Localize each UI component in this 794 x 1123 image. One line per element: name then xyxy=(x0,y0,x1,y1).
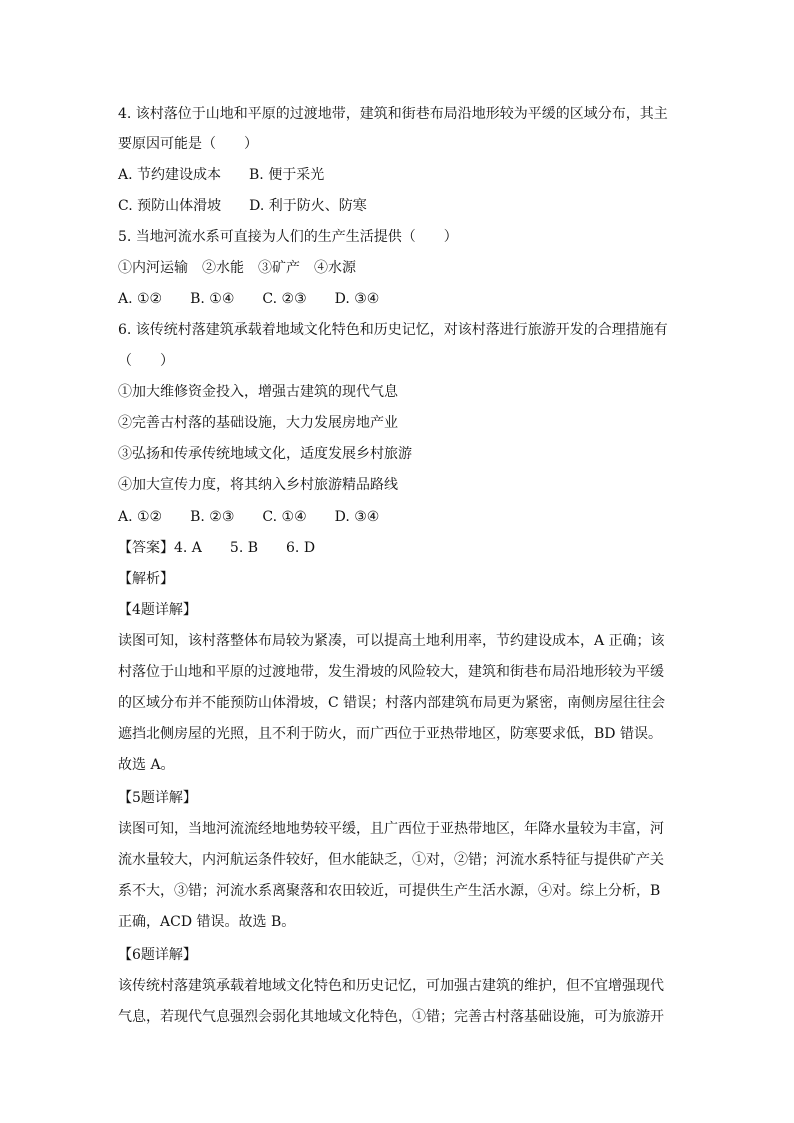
q4-detail-line: 故选 A。 xyxy=(118,757,175,773)
answer-line: 【答案】4. A 5. B 6. D xyxy=(118,540,316,556)
q4-detail-body xyxy=(118,626,673,781)
q5-detail-heading: 【5题详解】 xyxy=(118,790,197,806)
q6-detail-heading: 【6题详解】 xyxy=(118,947,197,963)
q6-detail-line: 该传统村落建筑承载着地域文化特色和历史记忆，可加强古建筑的维护，但不宜增强现代 xyxy=(118,978,664,994)
q6-detail-line: 气息，若现代气息强烈会弱化其地域文化特色，①错；完善古村落基础设施，可为旅游开 xyxy=(118,1009,664,1025)
q6-options: A. ①② B. ②③ C. ①④ D. ③④ xyxy=(118,509,380,525)
q4-detail-line: 读图可知，该村落整体布局较为紧凑，可以提高土地利用率，节约建设成本，A 正确；该 xyxy=(118,633,665,649)
q5-detail-line: 系不大，③错；河流水系离聚落和农田较近，可提供生产生活水源，④对。综上分析，B xyxy=(118,883,661,899)
q4-stem-line2: 要原因可能是（ ） xyxy=(118,136,258,152)
q5-detail-line: 正确，ACD 错误。故选 B。 xyxy=(118,914,296,930)
q4-options-ab: A. 节约建设成本 B. 便于采光 xyxy=(118,167,325,183)
q6-item-4: ④加大宣传力度，将其纳入乡村旅游精品路线 xyxy=(118,477,398,493)
q4-options-cd: C. 预防山体滑坡 D. 利于防火、防寒 xyxy=(118,198,367,214)
q6-item-1: ①加大维修资金投入，增强古建筑的现代气息 xyxy=(118,384,398,400)
q4-stem-line1: 4. 该村落位于山地和平原的过渡地带，建筑和街巷布局沿地形较为平缓的区域分布，其主 xyxy=(118,106,668,122)
q6-detail-body xyxy=(118,971,673,1033)
q5-stem: 5. 当地河流水系可直接为人们的生产生活提供（ ） xyxy=(118,229,458,245)
q4-detail-line: 的区域分布并不能预防山体滑坡，C 错误；村落内部建筑布局更为紧密，南侧房屋往往会 xyxy=(118,695,666,711)
q6-stem-line2: （ ） xyxy=(118,353,174,369)
q4-detail-line: 村落位于山地和平原的过渡地带，发生滑坡的风险较大，建筑和街巷布局沿地形较为平缓 xyxy=(118,664,664,680)
analysis-heading: 【解析】 xyxy=(118,571,174,587)
q6-stem-line1: 6. 该传统村落建筑承载着地域文化特色和历史记忆，对该村落进行旅游开发的合理措施有 xyxy=(118,322,668,338)
q5-items: ①内河运输 ②水能 ③矿产 ④水源 xyxy=(118,260,356,276)
q5-detail-line: 流水量较大，内河航运条件较好，但水能缺乏，①对，②错；河流水系特征与提供矿产关 xyxy=(118,852,664,868)
q6-item-3: ③弘扬和传承传统地域文化，适度发展乡村旅游 xyxy=(118,446,412,462)
q4-detail-line: 遮挡北侧房屋的光照，且不利于防火，而广西位于亚热带地区，防寒要求低，BD 错误。 xyxy=(118,726,662,742)
q4-detail-heading: 【4题详解】 xyxy=(118,602,197,618)
q5-detail-body xyxy=(118,814,673,938)
q5-options: A. ①② B. ①④ C. ②③ D. ③④ xyxy=(118,291,380,307)
q6-item-2: ②完善古村落的基础设施，大力发展房地产业 xyxy=(118,415,398,431)
q5-detail-line: 读图可知，当地河流流经地地势较平缓，且广西位于亚热带地区，年降水量较为丰富，河 xyxy=(118,821,664,837)
